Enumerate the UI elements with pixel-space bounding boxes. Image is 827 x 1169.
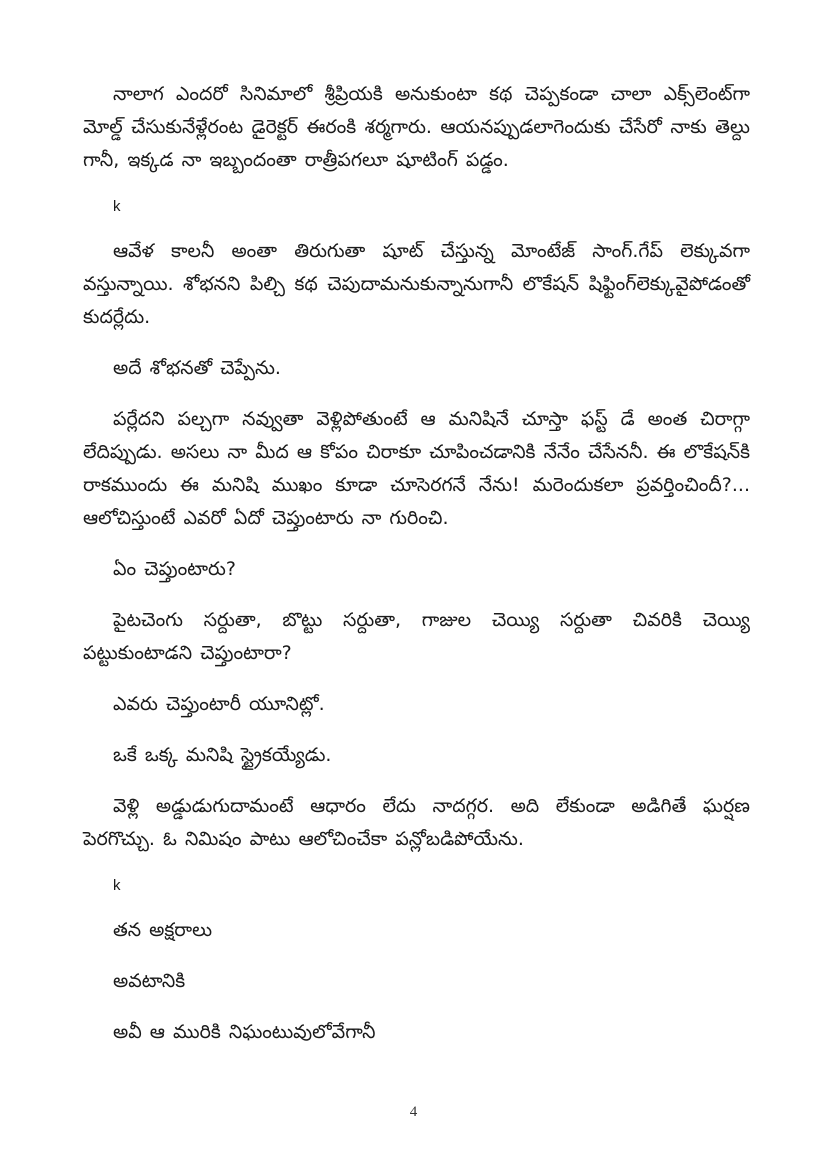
section-separator: k bbox=[113, 877, 121, 894]
paragraph: ఆవేళ కాలనీ అంతా తిరుగుతా షూట్ చేస్తున్న మోంటేజ్ సాంగ్.గేప్ లెక్కువగా వస్తున్నాయి. శోభనని పిల్చి కథ చెపుదామనుకున్నానుగానీ లొకేషన్ షిఫ్టింగ్‌లెక్కువైపోడంతో కుదర్లేదు. bbox=[83, 240, 750, 328]
paragraph: వెళ్లి అడ్డుడుగుదామంటే ఆధారం లేదు నాదగ్గర. అది లేకుండా అడిగితే ఘర్షణ పెరగొచ్చు. ఓ నిమిషం పాటు ఆలోచించేకా పన్లోబడిపోయేను. bbox=[83, 795, 750, 850]
poem-line: అవీ ఆ మురికి నిఘంటువులోవేగానీ bbox=[113, 1021, 376, 1043]
paragraph: పైటచెంగు సర్దుతా, బొట్టు సర్దుతా, గాజుల చెయ్యి సర్దుతా చివరికి చెయ్యి పట్టుకుంటాడని చెప్తుంటారా? bbox=[83, 609, 750, 664]
paragraph: అదే శోభనతో చెప్పేను. bbox=[113, 357, 281, 379]
page-number: 4 bbox=[409, 1104, 418, 1120]
section-separator: k bbox=[113, 198, 121, 215]
paragraph: ఏం చెప్తుంటారు? bbox=[113, 558, 236, 580]
paragraph: ఒకే ఒక్క మనిషి స్ట్రైకయ్యేడు. bbox=[113, 744, 332, 766]
paragraph: ఎవరు చెప్తుంటారీ యూనిట్లో. bbox=[113, 693, 325, 715]
paragraph: నాలాగ ఎందరో సినిమాలో శ్రీప్రియకి అనుకుంటా కథ చెప్పకండా చాలా ఎక్స్‌లెంట్‌గా మోల్డ్ చేసుకునేళ్లేరంట డైరెక్టర్ ఈరంకి శర్మగారు. ఆయనప్పుడలాగెందుకు చేసేరో నాకు తెల్దు గానీ, ఇక్కడ నా ఇబ్బందంతా రాత్రీపగలూ షూటింగ్ పడ్డం. bbox=[83, 83, 750, 171]
paragraph: పర్లేదని పల్చగా నవ్వుతా వెళ్లిపోతుంటే ఆ మనిషినే చూస్తా ఫస్ట్ డే అంత చిరాగ్గా లేదిప్పుడు. అసలు నా మీద ఆ కోపం చిరాకూ చూపించడానికి నేనేం చేసేననీ. ఈ లొకేషన్‌కి రాకముందు ఈ మనిషి ముఖం కూడా చూసెరగనే నేను! మరెందుకలా ప్రవర్తించిందీ?... ఆలోచిస్తుంటే ఎవరో ఏదో చెప్తుంటారు నా గురించి. bbox=[83, 408, 750, 529]
body-text bbox=[83, 78, 750, 1067]
poem-line: అవటానికి bbox=[113, 970, 186, 992]
poem-line: తన అక్షరాలు bbox=[113, 919, 213, 941]
